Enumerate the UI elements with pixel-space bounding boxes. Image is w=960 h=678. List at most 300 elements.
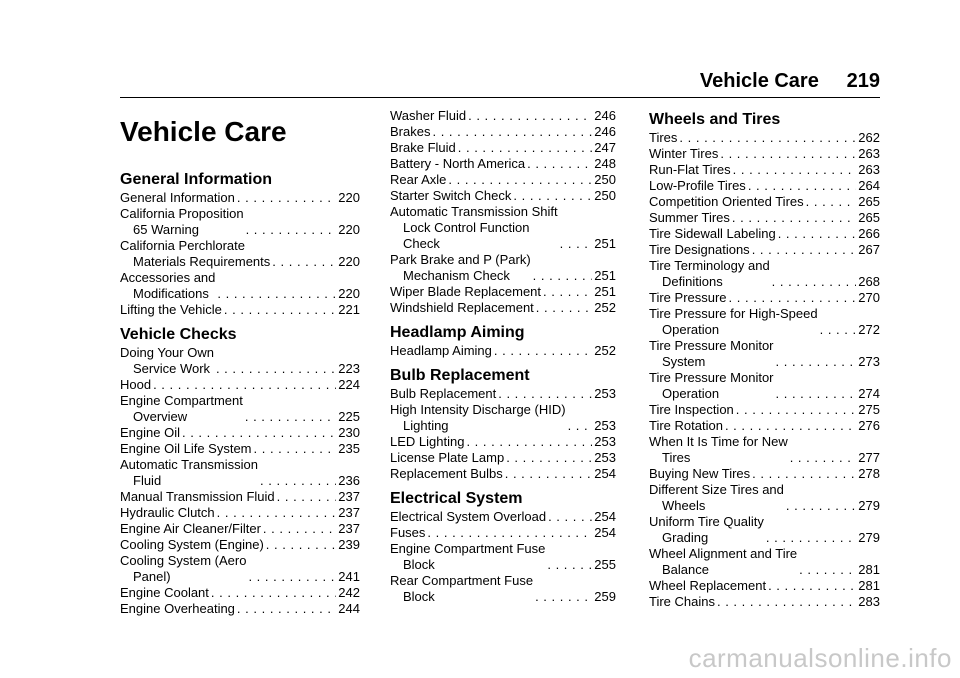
toc-entry-title bbox=[390, 108, 466, 124]
toc-page-number: 279 bbox=[858, 530, 880, 545]
running-header: Vehicle Care 219 bbox=[699, 70, 880, 92]
toc-entry-title bbox=[649, 290, 727, 306]
toc-entry-title bbox=[649, 242, 750, 258]
toc-page-number: 263 bbox=[858, 162, 880, 177]
dot-leader bbox=[568, 418, 593, 434]
dot-leader bbox=[776, 386, 857, 402]
toc-entry[interactable] bbox=[390, 172, 616, 188]
toc-entry-line: Wiper Blade Replacement bbox=[390, 284, 542, 299]
toc-page-number: 220 bbox=[338, 222, 360, 237]
dot-leader bbox=[806, 194, 857, 210]
toc-entry[interactable] bbox=[390, 343, 616, 359]
toc-page-number: 270 bbox=[858, 290, 880, 305]
toc-entry-line: Headlamp Aiming bbox=[390, 343, 492, 358]
toc-entry-line: Tire Pressure Monitor bbox=[649, 338, 774, 353]
dot-leader bbox=[466, 434, 592, 450]
toc-page-number: 253 bbox=[594, 418, 616, 433]
toc-entry-title bbox=[120, 425, 180, 441]
toc-entry-line: Lifting the Vehicle bbox=[120, 302, 222, 317]
toc-page-number: 250 bbox=[594, 172, 616, 187]
toc-page-number: 246 bbox=[594, 108, 616, 123]
toc-page-number: 242 bbox=[338, 585, 360, 600]
toc-entry-line: Tire Designations bbox=[649, 242, 750, 257]
toc-entry[interactable] bbox=[649, 434, 880, 466]
dot-leader bbox=[216, 361, 336, 377]
toc-entry-title bbox=[120, 489, 275, 505]
toc-entry-title bbox=[390, 140, 456, 156]
toc-entry[interactable] bbox=[120, 505, 360, 521]
toc-page-number: 265 bbox=[858, 210, 880, 225]
toc-entry-line: Wheel Replacement bbox=[649, 578, 767, 593]
toc-entry-line: Tires bbox=[662, 450, 691, 465]
toc-page-number: 236 bbox=[338, 473, 360, 488]
dot-leader bbox=[748, 178, 856, 194]
toc-entry-line: Lighting bbox=[403, 418, 449, 433]
toc-entry[interactable] bbox=[649, 162, 880, 178]
toc-page-number: 262 bbox=[858, 130, 880, 145]
dot-leader bbox=[776, 354, 857, 370]
toc-page-number: 264 bbox=[858, 178, 880, 193]
toc-entry[interactable] bbox=[649, 418, 880, 434]
toc-entry[interactable] bbox=[649, 210, 880, 226]
toc-entry[interactable] bbox=[390, 450, 616, 466]
toc-page-number: 223 bbox=[338, 361, 360, 376]
toc-entry-line: Tire Chains bbox=[649, 594, 715, 609]
toc-entry-line: Bulb Replacement bbox=[390, 386, 497, 401]
toc-page-number: 276 bbox=[858, 418, 880, 433]
dot-leader bbox=[547, 557, 592, 573]
watermark: carmanualsonline.info bbox=[688, 643, 952, 673]
dot-leader bbox=[717, 594, 856, 610]
toc-entry-line: Cooling System (Aero bbox=[120, 553, 247, 568]
toc-entry[interactable] bbox=[120, 537, 360, 553]
toc-page-number: 253 bbox=[594, 450, 616, 465]
toc-entry-line: Block bbox=[403, 589, 435, 604]
toc-entry-line: General Information bbox=[120, 190, 235, 205]
toc-page-number: 237 bbox=[338, 505, 360, 520]
dot-leader bbox=[560, 236, 593, 252]
toc-section bbox=[120, 325, 360, 617]
dot-leader bbox=[505, 466, 593, 482]
toc-entry-title bbox=[390, 386, 496, 402]
toc-entry-title bbox=[649, 226, 776, 242]
dot-leader bbox=[766, 530, 856, 546]
toc-page-number: 237 bbox=[338, 489, 360, 504]
toc-entry[interactable] bbox=[649, 370, 880, 402]
toc-entry[interactable] bbox=[120, 190, 360, 206]
dot-leader bbox=[211, 585, 336, 601]
toc-entry-line: Park Brake and P (Park) bbox=[390, 252, 531, 267]
toc-entry[interactable] bbox=[120, 601, 360, 617]
dot-leader bbox=[752, 466, 856, 482]
toc-entry[interactable] bbox=[390, 108, 616, 124]
toc-entry[interactable] bbox=[390, 386, 616, 402]
toc-entry-title bbox=[649, 370, 774, 402]
toc-entry-line: Accessories and bbox=[120, 270, 216, 285]
toc-page-number: 220 bbox=[338, 254, 360, 269]
toc-page-number: 225 bbox=[338, 409, 360, 424]
toc-entry-title bbox=[649, 466, 750, 482]
toc-entry-line: Operation bbox=[662, 386, 720, 401]
toc-page-number: 239 bbox=[338, 537, 360, 552]
dot-leader bbox=[752, 242, 857, 258]
toc-entry-title bbox=[120, 345, 214, 377]
toc-entry[interactable] bbox=[120, 441, 360, 457]
toc-entry-line: Modifications bbox=[133, 286, 209, 301]
toc-entry-line: Wheel Alignment and Tire bbox=[649, 546, 798, 561]
toc-entry[interactable] bbox=[649, 514, 880, 546]
toc-entry-line: Uniform Tire Quality bbox=[649, 514, 764, 529]
toc-entry-line: Windshield Replacement bbox=[390, 300, 534, 315]
toc-page-number: 251 bbox=[594, 236, 616, 251]
toc-section bbox=[390, 366, 616, 482]
toc-page-number: 220 bbox=[338, 190, 360, 205]
toc-entry-title bbox=[120, 206, 244, 238]
toc-entry-title bbox=[649, 338, 774, 370]
dot-leader bbox=[725, 418, 856, 434]
toc-entry-line: Run-Flat Tires bbox=[649, 162, 731, 177]
toc-entry-title bbox=[390, 466, 503, 482]
toc-entry-line: Materials Requirements bbox=[133, 254, 271, 269]
toc-entry-line: California Perchlorate bbox=[120, 238, 246, 253]
toc-entry[interactable] bbox=[120, 489, 360, 505]
section-title: General Information bbox=[120, 171, 273, 188]
toc-entry-title bbox=[649, 146, 718, 162]
toc-entry[interactable] bbox=[390, 573, 616, 605]
toc-entry-title bbox=[649, 546, 797, 578]
section-title: Bulb Replacement bbox=[390, 367, 530, 384]
toc-entry-line: Engine Air Cleaner/Filter bbox=[120, 521, 261, 536]
toc-entry[interactable] bbox=[390, 156, 616, 172]
toc-entry-line: Tire Inspection bbox=[649, 402, 734, 417]
toc-page-number: 281 bbox=[858, 578, 880, 593]
toc-page-number: 230 bbox=[338, 425, 360, 440]
toc-entry[interactable] bbox=[120, 345, 360, 377]
toc-entry[interactable] bbox=[390, 188, 616, 204]
toc-entry-title bbox=[120, 521, 261, 537]
toc-column-3 bbox=[649, 108, 880, 617]
toc-entry-title bbox=[120, 585, 209, 601]
toc-entry-line: Engine Oil bbox=[120, 425, 180, 440]
toc-entry-line: Fluid bbox=[133, 473, 162, 488]
toc-entry-title bbox=[649, 418, 723, 434]
toc-page-number: 254 bbox=[594, 525, 616, 540]
toc-entry-line: Automatic Transmission Shift bbox=[390, 204, 558, 219]
dot-leader bbox=[458, 140, 593, 156]
toc-entry[interactable] bbox=[390, 284, 616, 300]
chapter-title: Vehicle Care bbox=[120, 116, 287, 147]
toc-section bbox=[390, 108, 616, 316]
dot-leader bbox=[543, 284, 592, 300]
toc-page-number: 255 bbox=[594, 557, 616, 572]
toc-page-number: 268 bbox=[858, 274, 880, 289]
toc-page-number: 254 bbox=[594, 466, 616, 481]
toc-entry-line: Hood bbox=[120, 377, 152, 392]
toc-entry[interactable] bbox=[649, 578, 880, 594]
toc-entry[interactable] bbox=[649, 130, 880, 146]
toc-page-number: 252 bbox=[594, 343, 616, 358]
toc-entry-line: Doing Your Own bbox=[120, 345, 214, 360]
toc-entry[interactable] bbox=[390, 204, 616, 252]
dot-leader bbox=[548, 509, 592, 525]
toc-entry[interactable] bbox=[390, 124, 616, 140]
toc-entry-title bbox=[120, 190, 235, 206]
toc-entry[interactable] bbox=[649, 402, 880, 418]
toc-entry-line: Replacement Bulbs bbox=[390, 466, 503, 481]
toc-page-number: 251 bbox=[594, 284, 616, 299]
toc-entry-title bbox=[390, 300, 534, 316]
toc-column-2 bbox=[390, 108, 616, 612]
toc-entry-line: Hydraulic Clutch bbox=[120, 505, 215, 520]
dot-leader bbox=[427, 525, 592, 541]
toc-entry-title bbox=[390, 172, 446, 188]
toc-page-number: 272 bbox=[858, 322, 880, 337]
dot-leader bbox=[720, 146, 856, 162]
toc-page-number: 281 bbox=[858, 562, 880, 577]
toc-page-number: 253 bbox=[594, 434, 616, 449]
toc-page-number: 273 bbox=[858, 354, 880, 369]
section-title: Vehicle Checks bbox=[120, 326, 237, 343]
toc-entry[interactable] bbox=[649, 146, 880, 162]
toc-entry[interactable] bbox=[120, 521, 360, 537]
toc-entry-line: Starter Switch Check bbox=[390, 188, 512, 203]
dot-leader bbox=[182, 425, 336, 441]
section-title: Electrical System bbox=[390, 490, 523, 507]
toc-page-number: 254 bbox=[594, 509, 616, 524]
dot-leader bbox=[448, 172, 592, 188]
toc-entry-title bbox=[649, 514, 764, 546]
toc-page-number: 241 bbox=[338, 569, 360, 584]
toc-entry[interactable] bbox=[120, 377, 360, 393]
dot-leader bbox=[527, 156, 592, 172]
toc-page-number: 265 bbox=[858, 194, 880, 209]
toc-entry-title bbox=[390, 573, 533, 605]
toc-entry-title bbox=[649, 594, 715, 610]
dot-leader bbox=[778, 226, 857, 242]
toc-entry-title bbox=[390, 204, 558, 252]
toc-entry-title bbox=[649, 258, 770, 290]
toc-entry-line: Mechanism Check bbox=[403, 268, 510, 283]
dot-leader bbox=[498, 386, 592, 402]
toc-entry-title bbox=[390, 252, 531, 284]
dot-leader bbox=[237, 190, 336, 206]
toc-entry-line: Engine Overheating bbox=[120, 601, 235, 616]
toc-entry[interactable] bbox=[649, 306, 880, 338]
toc-page-number: 246 bbox=[594, 124, 616, 139]
toc-entry-line: Low-Profile Tires bbox=[649, 178, 746, 193]
toc-entry-title bbox=[390, 343, 492, 359]
toc-entry[interactable] bbox=[120, 270, 360, 302]
page-header bbox=[0, 0, 960, 98]
toc-entry[interactable] bbox=[390, 434, 616, 450]
toc-entry-line: Buying New Tires bbox=[649, 466, 751, 481]
toc-page-number: 244 bbox=[338, 601, 360, 616]
dot-leader bbox=[245, 409, 336, 425]
toc-entry[interactable] bbox=[390, 466, 616, 482]
dot-leader bbox=[217, 505, 337, 521]
toc-page-number: 252 bbox=[594, 300, 616, 315]
dot-leader bbox=[733, 162, 857, 178]
toc-entry[interactable] bbox=[649, 466, 880, 482]
toc-entry-line: Tire Terminology and bbox=[649, 258, 770, 273]
toc-entry-title bbox=[120, 457, 258, 489]
dot-leader bbox=[799, 562, 856, 578]
toc-page-number: 278 bbox=[858, 466, 880, 481]
toc-entry[interactable] bbox=[120, 302, 360, 318]
dot-leader bbox=[506, 450, 592, 466]
dot-leader bbox=[732, 210, 856, 226]
toc-section bbox=[390, 323, 616, 359]
toc-entry-line: Winter Tires bbox=[649, 146, 719, 161]
toc-entry-line: Definitions bbox=[662, 274, 723, 289]
toc-page-number: 263 bbox=[858, 146, 880, 161]
dot-leader bbox=[790, 450, 857, 466]
toc-entry[interactable] bbox=[649, 338, 880, 370]
toc-entry-line: California Proposition bbox=[120, 206, 244, 221]
toc-entry[interactable] bbox=[649, 482, 880, 514]
toc-entry[interactable] bbox=[649, 178, 880, 194]
toc-entry-line: Brake Fluid bbox=[390, 140, 456, 155]
toc-entry[interactable] bbox=[120, 206, 360, 238]
toc-page-number: 237 bbox=[338, 521, 360, 536]
dot-leader bbox=[513, 188, 592, 204]
toc-entry-line: Engine Compartment Fuse bbox=[390, 541, 546, 556]
toc-column-1 bbox=[120, 108, 360, 624]
toc-section bbox=[390, 489, 616, 605]
dot-leader bbox=[820, 322, 857, 338]
dot-leader bbox=[224, 302, 336, 318]
toc-page-number: 253 bbox=[594, 386, 616, 401]
toc-entry-title bbox=[120, 505, 215, 521]
toc-entry-title bbox=[649, 178, 746, 194]
dot-leader bbox=[494, 343, 592, 359]
toc-page-number: 277 bbox=[858, 450, 880, 465]
toc-entry-title bbox=[390, 188, 511, 204]
toc-entry-title bbox=[390, 434, 464, 450]
toc-entry[interactable] bbox=[649, 290, 880, 306]
toc-page-number: 235 bbox=[338, 441, 360, 456]
dot-leader bbox=[248, 569, 336, 585]
toc-entry[interactable] bbox=[390, 509, 616, 525]
toc-entry-line: Wheels bbox=[662, 498, 706, 513]
toc-page-number: 279 bbox=[858, 498, 880, 513]
dot-leader bbox=[263, 521, 336, 537]
toc-entry-line: Fuses bbox=[390, 525, 426, 540]
toc-entry-title bbox=[390, 156, 525, 172]
toc-entry-title bbox=[120, 441, 252, 457]
toc-entry-line: Grading bbox=[662, 530, 709, 545]
toc-entry-line: Washer Fluid bbox=[390, 108, 467, 123]
toc-entry-title bbox=[120, 238, 270, 270]
toc-entry[interactable] bbox=[120, 585, 360, 601]
toc-section bbox=[649, 110, 880, 610]
toc-entry-line: Engine Compartment bbox=[120, 393, 243, 408]
toc-entry-title bbox=[120, 377, 151, 393]
toc-entry[interactable] bbox=[120, 553, 360, 585]
toc-entry[interactable] bbox=[649, 258, 880, 290]
toc-page-number: 274 bbox=[858, 386, 880, 401]
toc-entry[interactable] bbox=[390, 300, 616, 316]
toc-entry[interactable] bbox=[390, 140, 616, 156]
toc-entry-line: Competition Oriented Tires bbox=[649, 194, 804, 209]
toc-entry-title bbox=[649, 434, 788, 466]
toc-entry[interactable] bbox=[649, 594, 880, 610]
toc-entry-line: Cooling System (Engine) bbox=[120, 537, 264, 552]
toc-entry-line: System bbox=[662, 354, 706, 369]
toc-entry-title bbox=[649, 162, 731, 178]
dot-leader bbox=[237, 601, 336, 617]
toc-entry-title bbox=[120, 302, 222, 318]
toc-entry-line: Rear Axle bbox=[390, 172, 447, 187]
toc-entry-title bbox=[390, 124, 430, 140]
toc-entry-line: Different Size Tires and bbox=[649, 482, 784, 497]
section-title: Headlamp Aiming bbox=[390, 324, 525, 341]
toc-entry-line: Engine Coolant bbox=[120, 585, 209, 600]
toc-entry-line: Tire Pressure Monitor bbox=[649, 370, 774, 385]
toc-entry[interactable] bbox=[390, 402, 616, 434]
toc-entry-line: Tire Rotation bbox=[649, 418, 723, 433]
toc-page-number: 224 bbox=[338, 377, 360, 392]
toc-entry-line: Tire Pressure for High-Speed bbox=[649, 306, 818, 321]
toc-page-number: 275 bbox=[858, 402, 880, 417]
dot-leader bbox=[772, 274, 857, 290]
toc-page-number: 251 bbox=[594, 268, 616, 283]
dot-leader bbox=[768, 578, 856, 594]
toc-entry[interactable] bbox=[649, 194, 880, 210]
toc-entry-line: High Intensity Discharge (HID) bbox=[390, 402, 566, 417]
toc-page-number: 247 bbox=[594, 140, 616, 155]
toc-entry-title bbox=[120, 537, 264, 553]
toc-entry-title bbox=[649, 306, 818, 338]
dot-leader bbox=[153, 377, 336, 393]
toc-section bbox=[120, 170, 360, 318]
dot-leader bbox=[679, 130, 856, 146]
toc-entry-title bbox=[649, 482, 784, 514]
toc-entry-line: Tire Sidewall Labeling bbox=[649, 226, 776, 241]
toc-entry-line: Battery - North America bbox=[390, 156, 526, 171]
toc-entry[interactable] bbox=[390, 525, 616, 541]
toc-entry-title bbox=[649, 402, 734, 418]
toc-page-number: 250 bbox=[594, 188, 616, 203]
toc-entry[interactable] bbox=[390, 252, 616, 284]
toc-entry-line: Electrical System Overload bbox=[390, 509, 547, 524]
dot-leader bbox=[533, 268, 593, 284]
toc-entry[interactable] bbox=[120, 457, 360, 489]
toc-entry-title bbox=[390, 509, 546, 525]
toc-entry-title bbox=[120, 553, 246, 585]
toc-entry[interactable] bbox=[120, 238, 360, 270]
toc-entry[interactable] bbox=[649, 242, 880, 258]
toc-entry[interactable] bbox=[120, 425, 360, 441]
dot-leader bbox=[246, 222, 337, 238]
toc-entry-title bbox=[649, 194, 804, 210]
dot-leader bbox=[260, 473, 336, 489]
toc-entry-line: Panel) bbox=[133, 569, 171, 584]
toc-entry-line: Rear Compartment Fuse bbox=[390, 573, 534, 588]
toc-entry[interactable] bbox=[649, 546, 880, 578]
header-rule bbox=[120, 97, 880, 98]
toc-entry[interactable] bbox=[390, 541, 616, 573]
toc-entry-line: Lock Control Function bbox=[403, 220, 530, 235]
toc-entry[interactable] bbox=[120, 393, 360, 425]
toc-entry-line: Brakes bbox=[390, 124, 431, 139]
toc-entry-line: Tires bbox=[649, 130, 678, 145]
toc-entry[interactable] bbox=[649, 226, 880, 242]
toc-entry-line: Manual Transmission Fluid bbox=[120, 489, 275, 504]
toc-entry-line: Overview bbox=[133, 409, 188, 424]
toc-page-number: 220 bbox=[338, 286, 360, 301]
toc-page-number: 259 bbox=[594, 589, 616, 604]
